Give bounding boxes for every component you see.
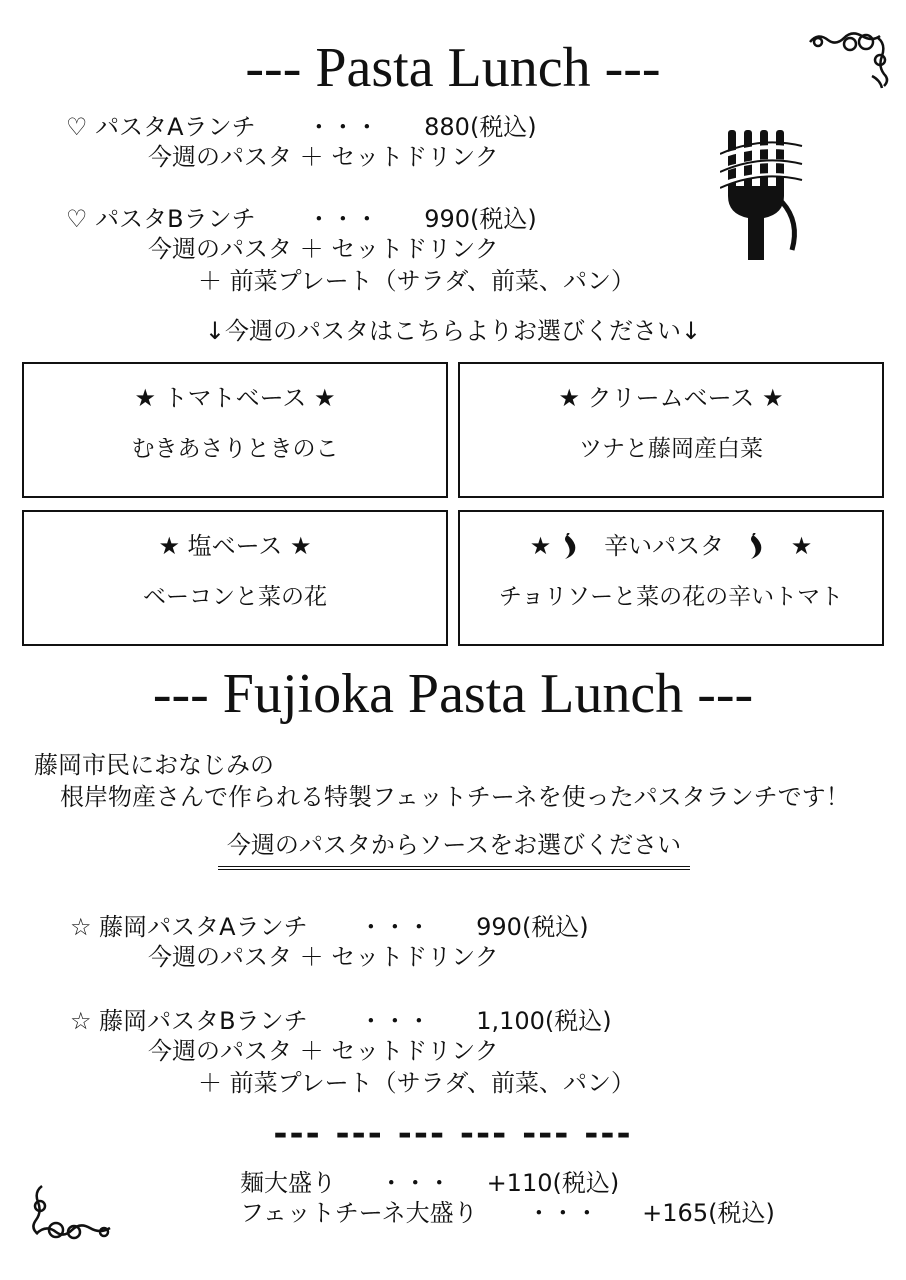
item-price: 990(税込) [476, 913, 589, 941]
fujioka-intro-line-1: 藤岡市民におなじみの [34, 751, 274, 779]
item-description-extra: ＋ 前菜プレート（サラダ、前菜、パン） [198, 267, 635, 295]
heart-icon: ♡ [66, 113, 88, 141]
extra-price: +110(税込) [486, 1169, 620, 1197]
chili-pepper-icon [745, 533, 765, 561]
ornament-corner-icon [30, 1182, 116, 1244]
fork-pasta-icon [720, 126, 810, 262]
box-item: ツナと藤岡産白菜 [579, 436, 763, 462]
item-name: パスタBランチ [95, 205, 256, 233]
box-heading: ★ トマトベース ★ [134, 384, 336, 412]
menu-item-pasta-a [66, 112, 537, 142]
item-dots: ・・・ [306, 205, 379, 233]
item-price: 1,100(税込) [476, 1007, 612, 1035]
menu-item-pasta-b [66, 204, 537, 234]
item-description-extra: ＋ 前菜プレート（サラダ、前菜、パン） [198, 1069, 635, 1097]
item-name: 藤岡パスタBランチ [99, 1007, 308, 1035]
fujioka-title: --- Fujioka Pasta Lunch --- [152, 663, 754, 725]
fujioka-choose-text: 今週のパスタからソースをお選びください [218, 830, 690, 870]
star-icon: ★ [790, 532, 813, 560]
extra-dots: ・・・ [379, 1169, 452, 1197]
item-description: 今週のパスタ ＋ セットドリンク [148, 143, 499, 171]
item-description: 今週のパスタ ＋ セットドリンク [148, 235, 499, 263]
extra-item [240, 1168, 619, 1198]
box-heading-label: 辛いパスタ [604, 532, 725, 560]
box-item: ベーコンと菜の花 [143, 584, 327, 610]
item-price: 990(税込) [424, 205, 537, 233]
box-heading: ★ 塩ベース ★ [158, 532, 312, 560]
menu-item-fujioka-a [70, 912, 589, 942]
item-dots: ・・・ [358, 913, 431, 941]
item-description: 今週のパスタ ＋ セットドリンク [148, 1037, 499, 1065]
fujioka-intro-line-2: 根岸物産さんで作られる特製フェットチーネを使ったパスタランチです！ [60, 783, 850, 811]
extra-dots: ・・・ [526, 1199, 599, 1227]
star-icon: ★ [529, 532, 552, 560]
item-price: 880(税込) [424, 113, 537, 141]
box-item: むきあさりときのこ [131, 436, 339, 462]
dash-divider: --- --- --- --- --- --- [273, 1114, 633, 1154]
extra-item [240, 1198, 775, 1228]
item-name: パスタAランチ [95, 113, 256, 141]
pasta-box-salt [22, 510, 448, 646]
box-heading: ★ クリームベース ★ [558, 384, 784, 412]
choose-note: ↓今週のパスタはこちらよりお選びください↓ [204, 317, 702, 345]
menu-item-fujioka-b [70, 1006, 612, 1036]
pasta-box-spicy [458, 510, 884, 646]
item-dots: ・・・ [358, 1007, 431, 1035]
chili-pepper-icon [559, 533, 579, 561]
page-title: --- Pasta Lunch --- [245, 37, 661, 99]
item-description: 今週のパスタ ＋ セットドリンク [148, 943, 499, 971]
extra-name: フェットチーネ大盛り [240, 1199, 478, 1227]
extra-price: +165(税込) [642, 1199, 775, 1227]
heart-icon: ♡ [66, 205, 88, 233]
star-outline-icon: ☆ [70, 913, 92, 941]
item-name: 藤岡パスタAランチ [99, 913, 308, 941]
box-heading [460, 526, 882, 561]
pasta-box-tomato [22, 362, 448, 498]
star-outline-icon: ☆ [70, 1007, 92, 1035]
pasta-box-cream [458, 362, 884, 498]
box-item: チョリソーと菜の花の辛いトマト [498, 584, 844, 610]
item-dots: ・・・ [306, 113, 379, 141]
fujioka-choose-heading [218, 830, 690, 870]
extra-name: 麺大盛り [240, 1169, 336, 1197]
